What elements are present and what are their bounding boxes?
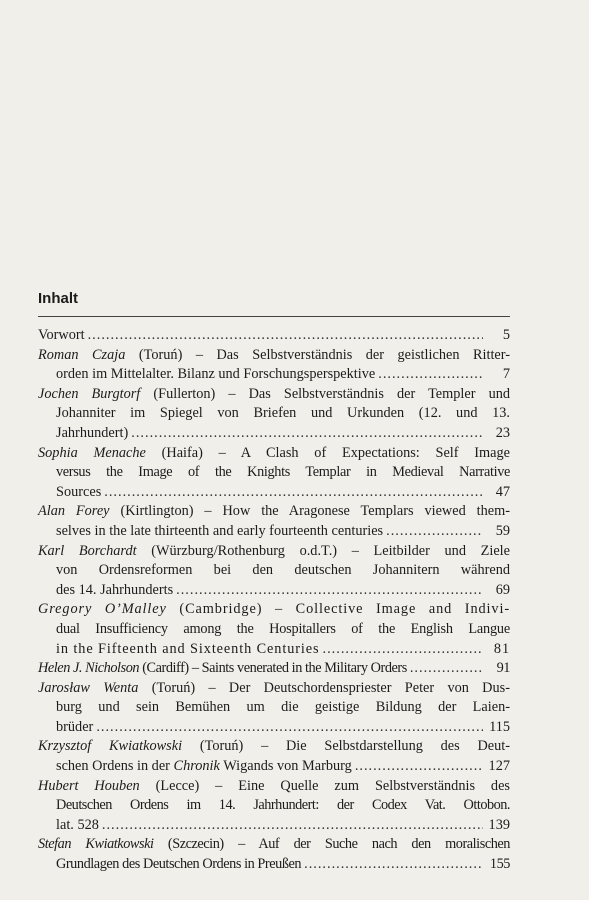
entry-title-last-line: orden im Mittelalter. Bilanz und Forschungsperspektive — [56, 366, 376, 383]
toc-entry-omalley[interactable] — [38, 600, 510, 659]
entry-title-last-line: des 14. Jahrhunderts — [56, 581, 174, 598]
entry-title-last-line: selves in the late thirteenth and early fourteenth centuries — [56, 522, 384, 539]
page-number: 23 — [495, 424, 510, 441]
entry-title-line: (Toruń) – Die Selbstdarstellung des Deut- — [199, 738, 510, 755]
entry-title-line: versus the Image of the Knights Templar in Medieval Narrative — [56, 464, 510, 481]
dot-leader — [88, 326, 483, 346]
entry-title-line: burg und sein Bemühen um die geistige Bildung der Laien- — [56, 699, 510, 716]
dot-leader — [176, 581, 483, 601]
entry-author: Karl Borchardt — [38, 542, 137, 559]
entry-title: Vorwort — [38, 327, 85, 343]
entry-title-line: (Kirtlington) – How the Aragonese Templars viewed them- — [120, 503, 511, 520]
page-number: 47 — [495, 483, 510, 500]
page-number: 5 — [502, 327, 510, 343]
entry-author: Alan Forey — [38, 503, 110, 520]
page-number: 7 — [502, 366, 510, 383]
entry-title-last-line-pre: schen Ordens in der — [56, 758, 174, 775]
bleed-through-text — [36, 92, 536, 282]
entry-title-line: Deutschen Ordens im 14. Jahrhundert: der Codex Vat. Ottobon. — [56, 797, 510, 814]
entry-title-line: Johanniter im Spiegel von Briefen und Urkunden (12. und 13. — [56, 405, 510, 422]
toc-entry-vorwort[interactable] — [38, 326, 510, 346]
dot-leader — [304, 855, 483, 875]
entry-title-line: von Ordensreformen bei den deutschen Johannitern während — [56, 562, 510, 579]
toc-entry-burgtorf[interactable] — [38, 385, 510, 444]
entry-author: Sophia Menache — [38, 444, 146, 461]
dot-leader — [323, 640, 483, 660]
page-number: 127 — [488, 758, 510, 775]
page-title: Inhalt — [38, 290, 78, 307]
toc-entry-forey[interactable] — [38, 502, 510, 541]
entry-author: Gregory O’Malley — [38, 601, 167, 618]
dot-leader — [378, 365, 483, 385]
entry-title-line: (Würzburg/Rothenburg o.d.T.) – Leitbilder und Ziele — [151, 542, 510, 559]
entry-title-line: (Haifa) – A Clash of Expectations: Self Image — [161, 444, 511, 461]
dot-leader — [355, 757, 483, 777]
entry-title-line: (Cambridge) – Collective Image and Indivi- — [179, 601, 510, 618]
entry-title-last-line: (Cardiff) – Saints venerated in the Military Orders — [142, 660, 407, 677]
entry-author: Helen J. Nicholson — [38, 660, 140, 677]
entry-title-line: (Toruń) – Der Deutschordenspriester Peter von Dus- — [151, 679, 510, 696]
toc-entry-nicholson[interactable] — [38, 659, 510, 679]
toc-entry-borchardt[interactable] — [38, 542, 510, 601]
dot-leader — [386, 522, 483, 542]
entry-title-last-line: Sources — [56, 483, 102, 500]
dot-leader — [131, 424, 483, 444]
toc-entry-kwiatkowski-stefan[interactable] — [38, 835, 510, 874]
entry-author: Stefan Kwiatkowski — [38, 836, 154, 853]
entry-title-last-line: lat. 528 — [56, 816, 99, 833]
entry-title-last-line: Wigands von Marburg — [219, 758, 352, 775]
entry-title-line: (Fullerton) – Das Selbstverständnis der Templer und — [153, 385, 511, 402]
dot-leader — [96, 718, 483, 738]
entry-title-line: (Lecce) – Eine Quelle zum Selbstverständnis des — [155, 777, 510, 794]
entry-author: Jarosław Wenta — [38, 679, 139, 696]
toc-entry-houben[interactable] — [38, 777, 510, 836]
toc-entry-wenta[interactable] — [38, 679, 510, 738]
entry-author: Roman Czaja — [38, 346, 126, 363]
page-number: 155 — [489, 856, 510, 873]
toc-entry-kwiatkowski-krzysztof[interactable] — [38, 737, 510, 776]
page-number: 115 — [489, 718, 510, 735]
dot-leader — [410, 659, 483, 679]
entry-author: Hubert Houben — [38, 777, 140, 794]
entry-title-last-line: Grundlagen des Deutschen Ordens in Preußen — [56, 856, 302, 873]
entry-author: Jochen Burgtorf — [38, 385, 141, 402]
entry-title-line: (Szczecin) – Auf der Suche nach den moralischen — [167, 836, 511, 853]
toc-entry-czaja[interactable] — [38, 346, 510, 385]
toc-entry-menache[interactable] — [38, 444, 510, 503]
entry-title-last-line: Jahrhundert) — [56, 424, 129, 441]
entry-title-last-line: brüder — [56, 718, 94, 735]
entry-author: Krzysztof Kwiatkowski — [38, 738, 183, 755]
entry-title-line: dual Insufficiency among the Hospitallers of the English Langue — [56, 620, 510, 637]
entry-title-last-line: in the Fifteenth and Sixteenth Centuries — [56, 640, 320, 657]
page-number: 59 — [495, 522, 510, 539]
table-of-contents — [38, 326, 510, 875]
entry-title-italic: Chronik — [173, 758, 220, 775]
page-number: 91 — [496, 660, 510, 677]
page-number: 69 — [495, 581, 510, 598]
heading-rule — [38, 316, 510, 317]
page-number: 81 — [493, 640, 510, 657]
dot-leader — [104, 483, 483, 503]
entry-title-line: (Toruń) – Das Selbstverständnis der geistlichen Ritter- — [138, 346, 510, 363]
dot-leader — [102, 816, 483, 836]
page-number: 139 — [488, 816, 510, 833]
